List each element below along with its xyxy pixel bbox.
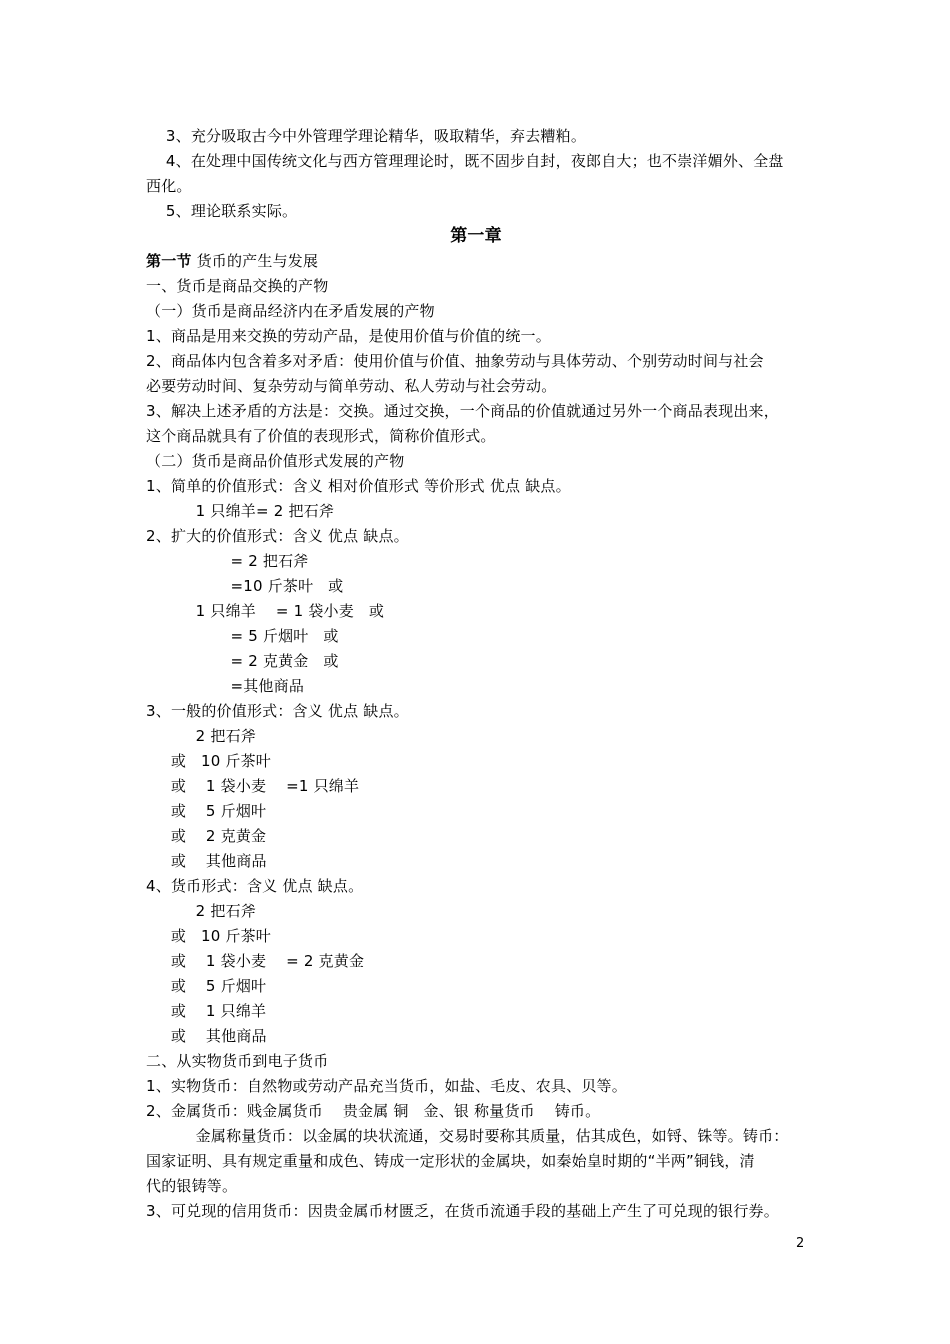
text-line: 1、商品是用来交换的劳动产品，是使用价值与价值的统一。 [146, 327, 551, 345]
text-line: = 2 把石斧 [146, 552, 309, 570]
text-line: 或 1 袋小麦 = 2 克黄金 [146, 952, 365, 970]
text-line: 3、解决上述矛盾的方法是：交换。通过交换，一个商品的价值就通过另外一个商品表现出来， [146, 402, 779, 420]
text-line: 3、可兑现的信用货币：因贵金属币材匮乏，在货币流通手段的基础上产生了可兑现的银行券。 [146, 1202, 779, 1220]
text-line: 西化。 [146, 177, 192, 195]
section-title: 货币的产生与发展 [191, 252, 319, 270]
section-number: 第一节 [146, 252, 192, 270]
text-line: 二、从实物货币到电子货币 [146, 1052, 329, 1070]
text-line: （一）货币是商品经济内在矛盾发展的产物 [146, 302, 435, 320]
text-line: 这个商品就具有了价值的表现形式，简称价值形式。 [146, 427, 496, 445]
text-line: 1、简单的价值形式：含义 相对价值形式 等价形式 优点 缺点。 [146, 477, 571, 495]
text-line: 2 把石斧 [146, 902, 256, 920]
text-line: 或 其他商品 [146, 852, 267, 870]
section-heading [146, 251, 826, 271]
text-line: = 5 斤烟叶 或 [146, 627, 339, 645]
text-line: 或 10 斤茶叶 [146, 927, 271, 945]
text-line: 4、货币形式：含义 优点 缺点。 [146, 877, 364, 895]
text-line: 国家证明、具有规定重量和成色、铸成一定形状的金属块，如秦始皇时期的“半两”铜钱，清 [146, 1152, 755, 1170]
text-line: 1、实物货币：自然物或劳动产品充当货币，如盐、毛皮、农具、贝等。 [146, 1077, 627, 1095]
text-line: 5、理论联系实际。 [146, 202, 298, 220]
text-line: 或 5 斤烟叶 [146, 802, 267, 820]
text-line: 或 2 克黄金 [146, 827, 267, 845]
text-line: =其他商品 [146, 677, 305, 695]
text-line: 必要劳动时间、复杂劳动与简单劳动、私人劳动与社会劳动。 [146, 377, 557, 395]
text-line: 一、货币是商品交换的产物 [146, 277, 329, 295]
text-line: 3、充分吸取古今中外管理学理论精华，吸取精华，弃去糟粕。 [146, 127, 587, 145]
text-line: 2、商品体内包含着多对矛盾：使用价值与价值、抽象劳动与具体劳动、个别劳动时间与社会 [146, 352, 764, 370]
text-line: 或 5 斤烟叶 [146, 977, 267, 995]
chapter-title: 第一章 [450, 226, 502, 246]
page-number: 2 [796, 1236, 805, 1251]
text-line: 代的银铸等。 [146, 1177, 238, 1195]
text-line: 1 只绵羊 = 1 袋小麦 或 [146, 602, 385, 620]
text-line: 或 1 只绵羊 [146, 1002, 267, 1020]
text-line: 3、一般的价值形式：含义 优点 缺点。 [146, 702, 409, 720]
text-line: （二）货币是商品价值形式发展的产物 [146, 452, 405, 470]
text-line: 金属称量货币：以金属的块状流通，交易时要称其质量，估其成色，如锊、铢等。铸币： [146, 1127, 789, 1145]
text-line: 2、金属货币：贱金属货币 贵金属 铜 金、银 称量货币 铸币。 [146, 1102, 601, 1120]
text-line: =10 斤茶叶 或 [146, 577, 344, 595]
text-line: 或 其他商品 [146, 1027, 267, 1045]
text-line: 4、在处理中国传统文化与西方管理理论时，既不固步自封，夜郎自大；也不崇洋媚外、全盘 [146, 152, 784, 170]
text-line: = 2 克黄金 或 [146, 652, 339, 670]
text-line: 或 10 斤茶叶 [146, 752, 271, 770]
text-line: 或 1 袋小麦 =1 只绵羊 [146, 777, 360, 795]
text-line: 1 只绵羊= 2 把石斧 [146, 502, 335, 520]
text-line: 2 把石斧 [146, 727, 256, 745]
text-line: 2、扩大的价值形式：含义 优点 缺点。 [146, 527, 409, 545]
